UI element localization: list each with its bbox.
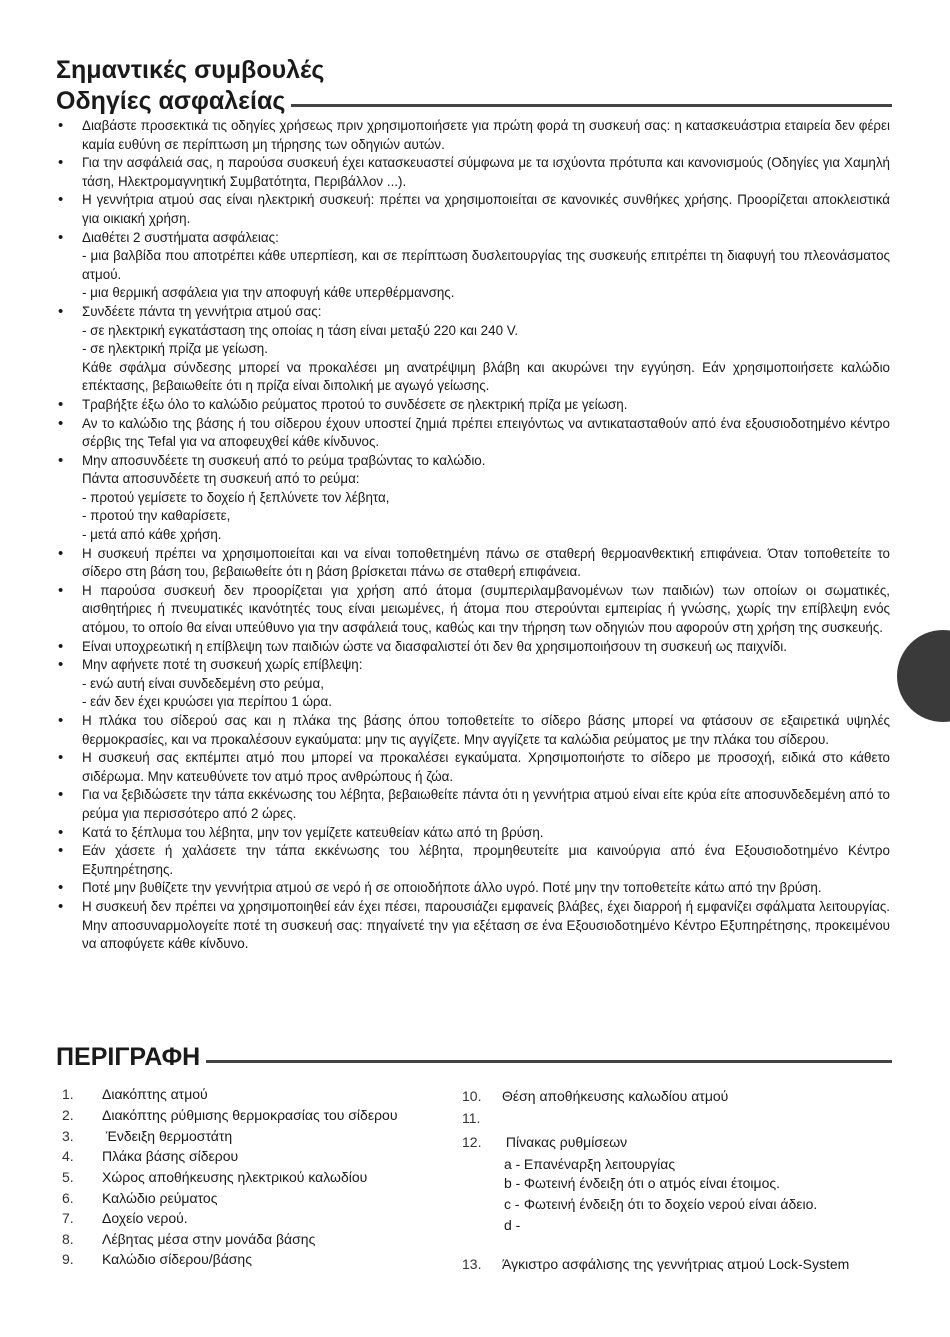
list-item	[62, 1188, 217, 1208]
bullet-item	[56, 749, 890, 786]
list-item: 11.	[462, 1110, 481, 1126]
bullet-subline: - προτού γεμίσετε το δοχείο ή ξεπλύνετε τον λέβητα,	[82, 489, 390, 505]
bullet-item	[56, 154, 890, 191]
item-label: Πλάκα βάσης σίδερου	[102, 1148, 239, 1164]
bullet-item	[56, 879, 890, 898]
bullet-text: Διαθέτει 2 συστήματα ασφάλειας:	[82, 229, 279, 245]
bullet-text: Είναι υποχρεωτική η επίβλεψη των παιδιών ώστε να διασφαλιστεί ότι δεν θα χρησιμοποιήσουν τη συσκευή ως παιχνίδι.	[82, 638, 787, 654]
bullet-item	[56, 545, 890, 582]
heading-rule	[206, 1060, 892, 1063]
bullet-subline: - μετά από κάθε χρήση.	[82, 527, 222, 543]
bullet-item	[56, 824, 890, 843]
bullet-text: Διαβάστε προσεκτικά τις οδηγίες χρήσεως πριν χρησιμοποιήσετε για πρώτη φορά τη συσκευή σας: η κατασκευάστρια εταιρεία δεν φέρει καμία ευθύνη σε περίπτωση μη τήρησης των οδηγιών αυτών.	[82, 118, 890, 152]
bullet-item	[56, 191, 890, 228]
bullet-text: Τραβήξτε έξω όλο το καλώδιο ρεύματος προτού το συνδέσετε σε ηλεκτρική πρίζα με γείωση.	[82, 396, 628, 412]
item-number: 8.	[62, 1231, 74, 1247]
item-label: Καλώδιο ρεύματος	[102, 1190, 218, 1206]
list-item	[62, 1229, 315, 1249]
bullet-text: Μην αφήνετε ποτέ τη συσκευή χωρίς επίβλεψη:	[82, 657, 363, 673]
description-heading-text: ΠΕΡΙΓΡΑΦΗ	[56, 1043, 201, 1071]
bullet-subline: - μια θερμική ασφάλεια για την αποφυγή κάθε υπερθέρμανσης.	[82, 285, 455, 301]
bullet-subline: - μια βαλβίδα που αποτρέπει κάθε υπερπίεση, και σε περίπτωση δυσλειτουργίας της συσκευής επιτρέπει τη διαφυγή του πλεονάσματος ατμού.	[82, 248, 890, 282]
item-label: Διακόπτης ρύθμισης θερμοκρασίας του σίδερου	[102, 1107, 398, 1123]
bullet-item	[56, 396, 890, 415]
heading-rule	[291, 104, 892, 107]
item-number: 7.	[62, 1210, 74, 1226]
list-item	[62, 1146, 238, 1166]
list-item	[62, 1126, 232, 1146]
bullet-subline: - προτού την καθαρίσετε,	[82, 508, 231, 524]
item-label: Δοχείο νερού.	[102, 1210, 188, 1226]
bullet-subline: - ενώ αυτή είναι συνδεδεμένη στο ρεύμα,	[82, 675, 324, 691]
list-item	[62, 1167, 367, 1187]
bullet-item	[56, 303, 890, 396]
item-label: Λέβητας μέσα στην μονάδα βάσης	[102, 1231, 316, 1247]
bullet-subline: - σε ηλεκτρική πρίζα με γείωση.	[82, 341, 268, 357]
bullet-item	[56, 656, 890, 712]
list-item: 13. Άγκιστρο ασφάλισης της γεννήτριας ατμού Lock-System	[462, 1256, 850, 1272]
page-title: Σημαντικές συμβουλές	[56, 56, 325, 84]
item-number: 3.	[62, 1128, 74, 1144]
bullet-item	[56, 582, 890, 638]
list-item: 12. Πίνακας ρυθμίσεων	[462, 1134, 628, 1150]
bullet-item	[56, 229, 890, 303]
bullet-item	[56, 415, 890, 452]
bullet-item	[56, 638, 890, 657]
list-item	[62, 1084, 208, 1104]
item-number: 6.	[62, 1190, 74, 1206]
bullet-text: Η πλάκα του σίδερού σας και η πλάκα της βάσης όπου τοποθετείτε το σίδερο βάσης μπορεί να φτάσουν σε εξαιρετικά υψηλές θερμοκρασίες, και να προκαλέσουν εγκαύματα: μην τις αγγίζετε. Μην αγγίζετε τα καλώδια ρεύματος με την πλάκα του σίδερου.	[82, 713, 890, 747]
bullet-subline: Κάθε σφάλμα σύνδεσης μπορεί να προκαλέσει μη ανατρέψιμη βλάβη και ακυρώνει την εγγύηση. Εάν χρησιμοποιήσετε καλώδιο επέκτασης, βεβαιωθείτε ότι η πρίζα είναι διπολική με αγωγό γείωσης.	[82, 359, 890, 394]
bullet-item	[56, 452, 890, 545]
bullet-text: Για να ξεβιδώσετε την τάπα εκκένωσης του λέβητα, βεβαιωθείτε πάντα ότι η γεννήτρια ατμού είναι είτε κρύα είτε αποσυνδεδεμένη από το ρεύμα για περισσότερο από 2 ώρες.	[82, 787, 890, 821]
item-label: Ένδειξη θερμοστάτη	[102, 1128, 233, 1144]
sub-item: d -	[504, 1217, 521, 1233]
item-label: Καλώδιο σίδερου/βάσης	[102, 1251, 252, 1267]
sub-item: b - Φωτεινή ένδειξη ότι ο ατμός είναι έτοιμος.	[504, 1175, 780, 1191]
bullet-text: Μην αποσυνδέετε τη συσκευή από το ρεύμα τραβώντας το καλώδιο.	[82, 452, 486, 468]
safety-bullet-list	[56, 117, 890, 954]
item-number: 1.	[62, 1086, 74, 1102]
bullet-text: Η παρούσα συσκευή δεν προορίζεται για χρήση από άτομα (συμπεριλαμβανομένων των παιδιών) των οποίων οι σωματικές, αισθητήριες ή πνευματικές ικανότητές τους είναι μειωμένες, ή άτομα που στερούνται εμπειρίας ή γνώσης, χωρίς την επίβλεψη ενός ατόμου, το οποίο θα είναι υπεύθυνο για την ασφάλειά τους, καθώς και την τήρηση των οδηγιών που αφορούν στη χρήση της συσκευής.	[82, 582, 890, 636]
bullet-item	[56, 842, 890, 879]
bullet-subline: - εάν δεν έχει κρυώσει για περίπου 1 ώρα.	[82, 694, 333, 710]
bullet-text: Η συσκευή δεν πρέπει να χρησιμοποιηθεί εάν έχει πέσει, παρουσιάζει εμφανείς βλάβες, έχει διαρροή ή εμφανίζει σφάλματα λειτουργίας. Μην αποσυναρμολογείτε ποτέ τη συσκευή σας: πηγαίνετέ την για εξέταση σε ένα Εξουσιοδοτημένο Κέντρο Εξυπηρέτησης, προκειμένου να αποφύγετε κάθε κίνδυνο.	[82, 898, 890, 952]
bullet-item	[56, 898, 890, 954]
list-item	[62, 1208, 188, 1228]
bullet-text: Η συσκευή σας εκπέμπει ατμό που μπορεί να προκαλέσει εγκαύματα. Χρησιμοποιήστε το σίδερο με προσοχή, ειδικά στο κάθετο σιδέρωμα. Μην κατευθύνετε τον ατμό προς ανθρώπους ή ζώα.	[82, 750, 890, 784]
item-label: Χώρος αποθήκευσης ηλεκτρικού καλωδίου	[102, 1169, 368, 1185]
bullet-item	[56, 117, 890, 154]
sub-item: a - Επανέναρξη λειτουργίας	[504, 1156, 676, 1172]
section-tab-marker	[897, 630, 950, 722]
bullet-text: Ποτέ μην βυθίζετε την γεννήτρια ατμού σε νερό ή σε οποιοδήποτε άλλο υγρό. Ποτέ μην την τοποθετείτε κάτω από την βρύση.	[82, 880, 822, 896]
list-item	[62, 1249, 252, 1269]
bullet-text: Για την ασφάλειά σας, η παρούσα συσκευή έχει κατασκευαστεί σύμφωνα με τα ισχύοντα πρότυπα και κανονισμούς (Οδηγίες για Χαμηλή τάση, Ηλεκτρομαγνητική Συμβατότητα, Περιβάλλον ...).	[82, 155, 890, 189]
description-section-heading	[56, 1043, 892, 1072]
bullet-item	[56, 712, 890, 749]
bullet-text: Αν το καλώδιο της βάσης ή του σίδερου έχουν υποστεί ζημιά πρέπει επειγόντως να αντικατασταθούν από ένα εξουσιοδοτημένο κέντρο σέρβις της Tefal για να αποφευχθεί κάθε κίνδυνος.	[82, 415, 890, 450]
bullet-item	[56, 786, 890, 823]
list-item	[62, 1105, 397, 1125]
safety-section-heading	[56, 87, 892, 116]
item-number: 9.	[62, 1251, 74, 1267]
bullet-text: Η γεννήτρια ατμού σας είναι ηλεκτρική συσκευή: πρέπει να χρησιμοποιείται σε κανονικές συνθήκες χρήσης. Προορίζεται αποκλειστικά για οικιακή χρήση.	[82, 192, 890, 226]
bullet-subline: - σε ηλεκτρική εγκατάσταση της οποίας η τάση είναι μεταξύ 220 και 240 V.	[82, 322, 519, 338]
bullet-text: Η συσκευή πρέπει να χρησιμοποιείται και να είναι τοποθετημένη πάνω σε σταθερή θερμοανθεκτική επιφάνεια. Όταν τοποθετείτε το σίδερο στη βάση του, βεβαιωθείτε ότι η βάση βρίσκεται πάνω σε σταθερή επιφάνεια.	[82, 545, 890, 580]
bullet-text: Εάν χάσετε ή χαλάσετε την τάπα εκκένωσης του λέβητα, προμηθευτείτε μια καινούργια από ένα Εξουσιοδοτημένο Κέντρο Εξυπηρέτησης.	[82, 843, 890, 877]
item-number: 5.	[62, 1169, 74, 1185]
bullet-text: Κατά το ξέπλυμα του λέβητα, μην τον γεμίζετε κατευθείαν κάτω από τη βρύση.	[82, 824, 544, 840]
item-label: Διακόπτης ατμού	[102, 1086, 208, 1102]
bullet-subline: Πάντα αποσυνδέετε τη συσκευή από το ρεύμα:	[82, 471, 360, 487]
item-number: 2.	[62, 1107, 74, 1123]
item-number: 4.	[62, 1148, 74, 1164]
sub-item: c - Φωτεινή ένδειξη ότι το δοχείο νερού είναι άδειο.	[504, 1196, 818, 1212]
list-item: 10. Θέση αποθήκευσης καλωδίου ατμού	[462, 1088, 729, 1104]
bullet-text: Συνδέετε πάντα τη γεννήτρια ατμού σας:	[82, 303, 322, 319]
safety-heading-text: Οδηγίες ασφαλείας	[56, 87, 286, 115]
